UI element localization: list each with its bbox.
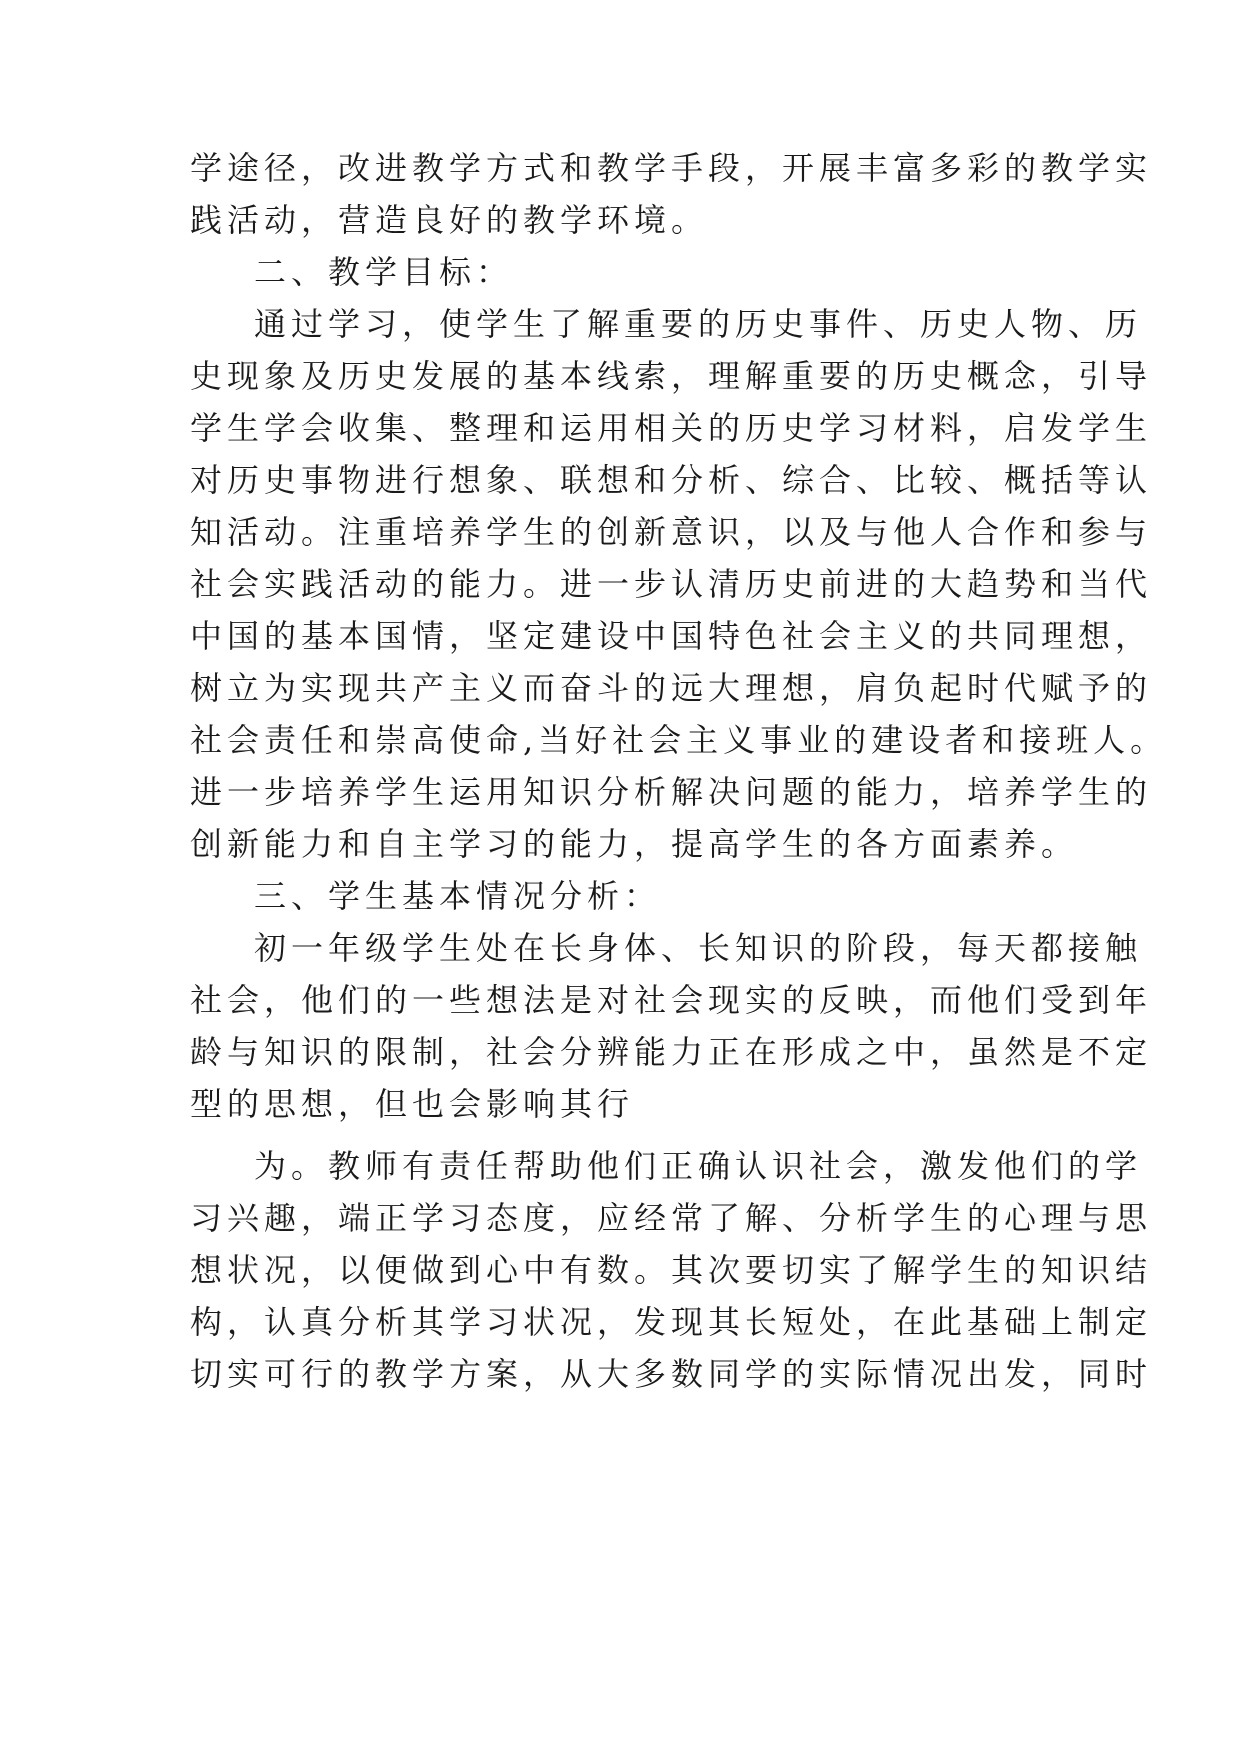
section-heading: 三、学生基本情况分析： bbox=[254, 877, 662, 915]
text-line: 学生学会收集、整理和运用相关的历史学习材料，启发学生 bbox=[190, 409, 1153, 447]
text-line: 构，认真分析其学习状况，发现其长短处，在此基础上制定 bbox=[190, 1303, 1153, 1341]
text-line: 社会实践活动的能力。进一步认清历史前进的大趋势和当代 bbox=[190, 565, 1153, 603]
text-line: 进一步培养学生运用知识分析解决问题的能力，培养学生的 bbox=[190, 773, 1153, 811]
text-line: 为。教师有责任帮助他们正确认识社会，激发他们的学 bbox=[254, 1147, 1143, 1185]
text-line: 对历史事物进行想象、联想和分析、综合、比较、概括等认 bbox=[190, 461, 1153, 499]
text-line: 知活动。注重培养学生的创新意识，以及与他人合作和参与 bbox=[190, 513, 1153, 551]
section-heading: 二、教学目标： bbox=[254, 253, 514, 291]
text-line: 史现象及历史发展的基本线索，理解重要的历史概念，引导 bbox=[190, 357, 1153, 395]
text-line: 社会，他们的一些想法是对社会现实的反映，而他们受到年 bbox=[190, 981, 1153, 1019]
text-line: 创新能力和自主学习的能力，提高学生的各方面素养。 bbox=[190, 825, 1079, 863]
text-line: 通过学习，使学生了解重要的历史事件、历史人物、历 bbox=[254, 305, 1143, 343]
text-line: 社会责任和崇高使命,当好社会主义事业的建设者和接班人。 bbox=[190, 721, 1168, 759]
text-line: 龄与知识的限制，社会分辨能力正在形成之中，虽然是不定 bbox=[190, 1033, 1153, 1071]
text-line: 想状况，以便做到心中有数。其次要切实了解学生的知识结 bbox=[190, 1251, 1153, 1289]
text-line: 树立为实现共产主义而奋斗的远大理想，肩负起时代赋予的 bbox=[190, 669, 1153, 707]
text-line: 习兴趣，端正学习态度，应经常了解、分析学生的心理与思 bbox=[190, 1199, 1153, 1237]
text-line: 中国的基本国情，坚定建设中国特色社会主义的共同理想， bbox=[190, 617, 1153, 655]
text-line: 型的思想，但也会影响其行 bbox=[190, 1085, 635, 1123]
text-line: 初一年级学生处在长身体、长知识的阶段，每天都接触 bbox=[254, 929, 1143, 967]
text-line: 切实可行的教学方案，从大多数同学的实际情况出发，同时 bbox=[190, 1355, 1153, 1393]
text-line: 践活动，营造良好的教学环境。 bbox=[190, 201, 709, 239]
text-line: 学途径，改进教学方式和教学手段，开展丰富多彩的教学实 bbox=[190, 149, 1153, 187]
